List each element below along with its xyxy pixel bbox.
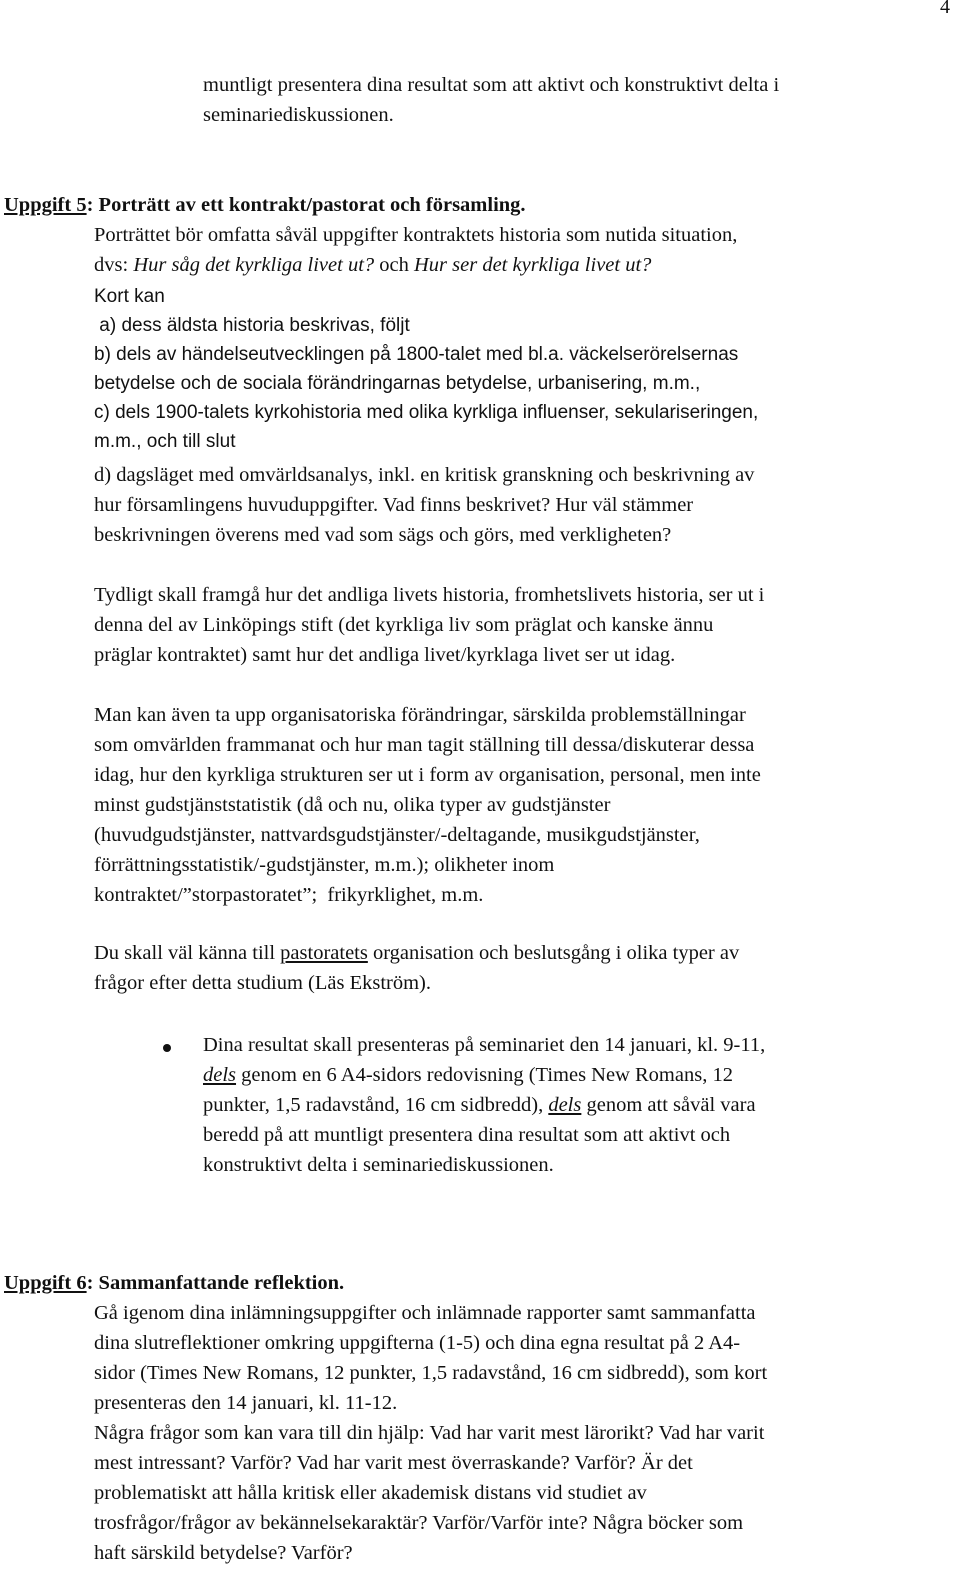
task5-bullet (203, 1030, 765, 1180)
task5-line: dvs: Hur såg det kyrkliga livet ut? och Hur ser det kyrkliga livet ut? (94, 254, 652, 276)
task5-paragraph-2 (94, 700, 761, 910)
list-intro: Kort kan (94, 286, 165, 307)
task6-line: trosfrågor/frågor av bekännelsekaraktär? Varför/Varför inte? Några böcker som (94, 1512, 744, 1534)
bullet-line: konstruktivt delta i seminariediskussionen. (203, 1154, 554, 1176)
list-item-d: d) dagsläget med omvärldsanalys, inkl. en kritisk granskning och beskrivning av (94, 464, 755, 486)
task5-item-d (94, 460, 754, 550)
task6-line: presenteras den 14 januari, kl. 11-12. (94, 1392, 398, 1414)
list-item-b-cont: betydelse och de sociala förändringarnas betydelse, urbanisering, m.m., (94, 373, 701, 394)
paragraph-line: Man kan även ta upp organisatoriska förändringar, särskilda problemställningar (94, 704, 746, 726)
list-item-a: a) dess äldsta historia beskrivas, följt (94, 315, 410, 336)
task6-line: sidor (Times New Romans, 12 punkter, 1,5 radavstånd, 16 cm sidbredd), som kort (94, 1362, 768, 1384)
task6-body (94, 1298, 767, 1568)
task5-list (94, 282, 758, 456)
task6-line: Några frågor som kan vara till din hjälp: Vad har varit mest lärorikt? Vad har varit (94, 1422, 765, 1444)
paragraph-line: som omvärlden frammanat och hur man tagit ställning till dessa/diskuterar dessa (94, 734, 755, 756)
task5-paragraph-3 (94, 938, 739, 998)
task5-heading-label: Uppgift 5 (4, 194, 87, 216)
pastoratets-underlined: pastoratets (280, 942, 368, 964)
task6-line: problematiskt att hålla kritisk eller akademisk distans vid studiet av (94, 1482, 647, 1504)
list-item-c-cont: m.m., och till slut (94, 431, 236, 452)
intro-line: seminariediskussionen. (203, 104, 394, 126)
paragraph-line: Du skall väl känna till pastoratets organisation och beslutsgång i olika typer av (94, 942, 740, 964)
bullet-line: punkter, 1,5 radavstånd, 16 cm sidbredd), dels genom att såväl vara (203, 1094, 756, 1116)
dels-emphasis: dels (548, 1094, 582, 1116)
paragraph-line: kontraktet/”storpastoratet”; frikyrklighet, m.m. (94, 884, 484, 906)
dels-emphasis: dels (203, 1064, 237, 1086)
task6-line: mest intressant? Varför? Vad har varit mest överraskande? Varför? Är det (94, 1452, 693, 1474)
task6-line: dina slutreflektioner omkring uppgifterna (1-5) och dina egna resultat på 2 A4- (94, 1332, 741, 1354)
task6-heading-title: : Sammanfattande reflektion. (86, 1272, 345, 1294)
task5-heading-title: : Porträtt av ett kontrakt/pastorat och församling. (86, 194, 526, 216)
list-item-d-cont: hur församlingens huvuduppgifter. Vad finns beskrivet? Hur väl stämmer (94, 494, 694, 516)
list-item-b: b) dels av händelseutvecklingen på 1800-talet med bl.a. väckelserörelsernas (94, 344, 739, 365)
bullet-line: Dina resultat skall presenteras på seminariet den 14 januari, kl. 9-11, (203, 1034, 766, 1056)
intro-line: muntligt presentera dina resultat som att aktivt och konstruktivt delta i (203, 74, 780, 96)
question-past: Hur såg det kyrkliga livet ut? (133, 254, 375, 276)
task6-heading-label: Uppgift 6 (4, 1272, 87, 1294)
bullet-line: dels genom en 6 A4-sidors redovisning (Times New Romans, 12 (203, 1064, 733, 1086)
list-item-c: c) dels 1900-talets kyrkohistoria med olika kyrkliga influenser, sekulariseringen, (94, 402, 759, 423)
paragraph-line: präglar kontraktet) samt hur det andliga livet/kyrklaga livet ser ut idag. (94, 644, 676, 666)
paragraph-line: minst gudstjänststatistik (då och nu, olika typer av gudstjänster (94, 794, 611, 816)
list-item-d-cont: beskrivningen överens med vad som sägs och görs, med verkligheten? (94, 524, 672, 546)
intro-text (203, 70, 779, 130)
task5-paragraph-1 (94, 580, 764, 670)
paragraph-line: denna del av Linköpings stift (det kyrkliga liv som präglat och kanske ännu (94, 614, 714, 636)
task5-heading (4, 190, 526, 220)
task6-line: haft särskild betydelse? Varför? (94, 1542, 353, 1564)
paragraph-line: idag, hur den kyrkliga strukturen ser ut i form av organisation, personal, men inte (94, 764, 761, 786)
page-number: 4 (940, 0, 950, 18)
bullet-icon (163, 1044, 171, 1052)
paragraph-line: (huvudgudstjänster, nattvardsgudstjänster/-deltagande, musikgudstjänster, (94, 824, 700, 846)
paragraph-line: frågor efter detta studium (Läs Ekström). (94, 972, 431, 994)
task6-heading (4, 1268, 344, 1298)
question-present: Hur ser det kyrkliga livet ut? (414, 254, 652, 276)
task6-line: Gå igenom dina inlämningsuppgifter och inlämnade rapporter samt sammanfatta (94, 1302, 756, 1324)
paragraph-line: Tydligt skall framgå hur det andliga livets historia, fromhetslivets historia, ser ut i (94, 584, 765, 606)
task5-intro (94, 220, 737, 280)
paragraph-line: förrättningsstatistik/-gudstjänster, m.m.); olikheter inom (94, 854, 555, 876)
task5-line: Porträttet bör omfatta såväl uppgifter kontraktets historia som nutida situation, (94, 224, 738, 246)
bullet-line: beredd på att muntligt presentera dina resultat som att aktivt och (203, 1124, 731, 1146)
